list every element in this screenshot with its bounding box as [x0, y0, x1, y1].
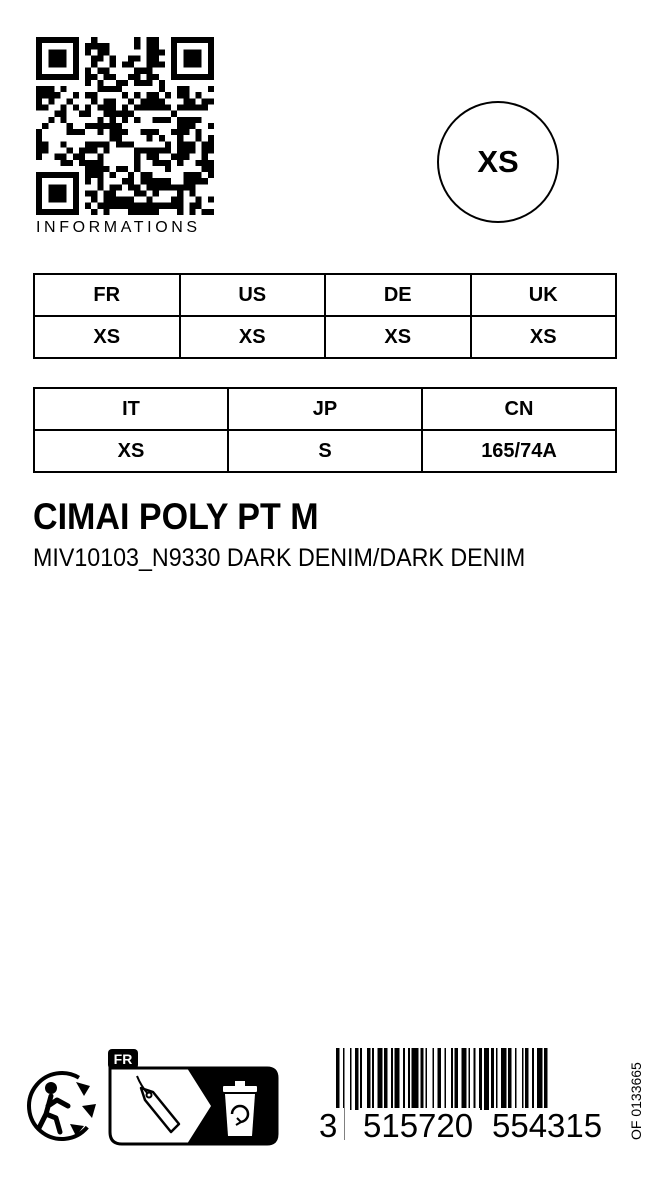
- triman-recycling-icon: [24, 1066, 104, 1144]
- product-name: CIMAI POLY PT M: [33, 496, 319, 537]
- size-row: [34, 430, 616, 472]
- info-tri-logo: [107, 1048, 279, 1146]
- region-cell-de: DE: [325, 274, 471, 316]
- region-row: [34, 388, 616, 430]
- size-cell-de: XS: [325, 316, 471, 358]
- size-cell-jp: S: [228, 430, 422, 472]
- region-cell-us: US: [180, 274, 326, 316]
- size-cell-us: XS: [180, 316, 326, 358]
- size-row: [34, 316, 616, 358]
- barcode-digit-group-2: 554315: [489, 1108, 609, 1144]
- size-cell-it: XS: [34, 430, 228, 472]
- recycling-country-code: FR: [113, 1051, 133, 1067]
- size-conversion-table-1: [33, 273, 617, 359]
- region-cell-jp: JP: [228, 388, 422, 430]
- main-size-badge: XS: [437, 101, 559, 223]
- product-reference: MIV10103_N9330 DARK DENIM/DARK DENIM: [33, 544, 526, 572]
- order-code: OF 0133665: [628, 1062, 644, 1140]
- barcode-first-digit: 3: [316, 1108, 344, 1144]
- qr-caption: INFORMATIONS: [36, 219, 201, 236]
- region-cell-it: IT: [34, 388, 228, 430]
- region-cell-fr: FR: [34, 274, 180, 316]
- size-cell-fr: XS: [34, 316, 180, 358]
- region-row: [34, 274, 616, 316]
- size-conversion-table-2: [33, 387, 617, 473]
- region-cell-cn: CN: [422, 388, 616, 430]
- barcode-digit-group-1: 515720: [360, 1108, 480, 1144]
- qr-code[interactable]: [36, 37, 214, 215]
- size-cell-uk: XS: [471, 316, 617, 358]
- region-cell-uk: UK: [471, 274, 617, 316]
- size-cell-cn: 165/74A: [422, 430, 616, 472]
